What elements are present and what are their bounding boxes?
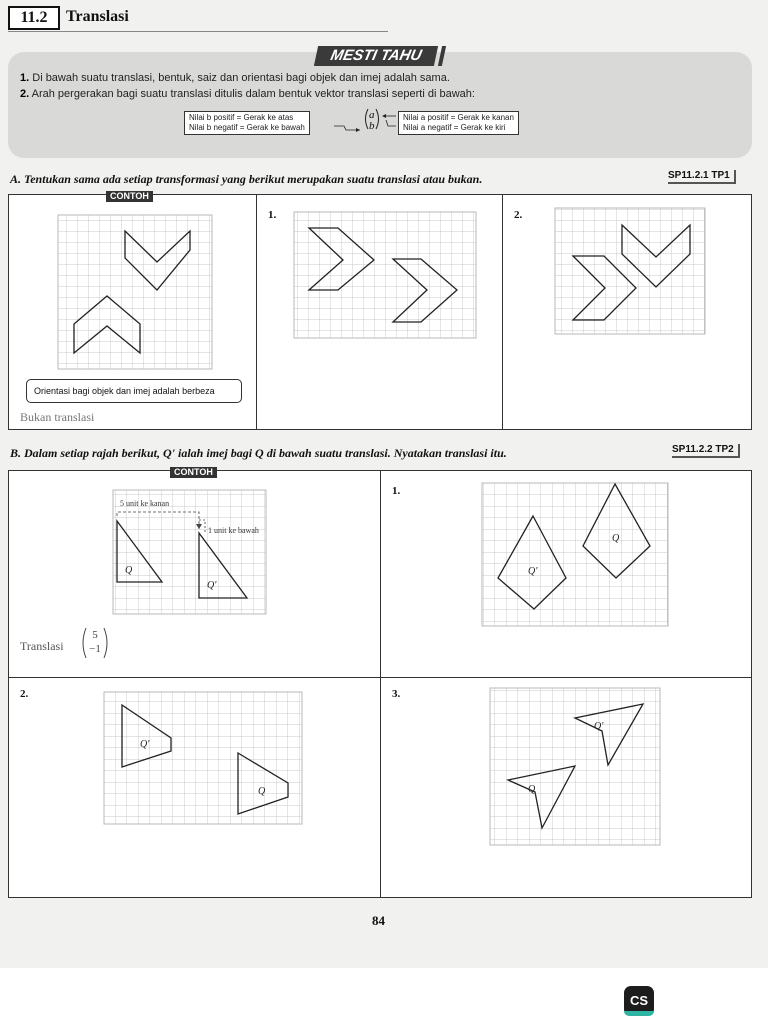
section-b-q3-number: 3. [392,688,401,700]
answer-brackets [80,626,110,660]
example-b-down-annotation: 1 unit ke bawah [208,526,259,535]
section-b-heading: B. Dalam setiap rajah berikut, Q' ialah imej bagi Q di bawah suatu translasi. Nyatakan translasi itu. [10,446,507,460]
example-a-answer: Bukan translasi [20,410,95,424]
b-positive-note: Nilai b positif = Gerak ke atas [189,113,294,122]
answer-vector-top: 5 [92,629,98,641]
info-point-1-text: Di bawah suatu translasi, bentuk, saiz dan orientasi bagi objek dan imej adalah sama. [32,72,450,84]
section-a-code: SP11.2.1 TP1 [668,170,736,184]
q2-b-q-label: Q [258,786,266,797]
q2-b-q-prime-label: Q' [140,739,150,750]
info-point-2-number: 2. [20,88,30,100]
q1-b-q-label: Q [612,533,620,544]
page-number: 84 [372,913,385,928]
section-a-q2-number: 2. [514,209,523,221]
vector-bottom: b [369,120,375,132]
section-title: Translasi [66,8,129,25]
info-point-2-text: Arah pergerakan bagi suatu translasi ditulis dalam bentuk vektor translasi seperti di bawah: [31,88,475,100]
example-b-q-label: Q [125,565,133,576]
camscanner-logo-accent [624,1011,654,1016]
section-b-example-tag: CONTOH [170,467,217,478]
q1-b-q-prime-label: Q' [528,566,538,577]
answer-vector-bottom: −1 [89,643,101,655]
q3-b-q-prime-label: Q' [594,721,604,732]
b-negative-note: Nilai b negatif = Gerak ke bawah [189,123,305,132]
section-b-q1-number: 1. [392,485,401,497]
example-b-right-annotation: 5 unit ke kanan [120,499,170,508]
example-b-q-prime-label: Q' [207,580,217,591]
example-a-note: Orientasi bagi objek dan imej adalah berbeza [26,379,242,403]
vector-top: a [369,109,375,121]
q3-b-q-label: Q [528,784,536,795]
a-negative-note: Nilai a negatif = Gerak ke kiri [403,123,506,132]
q2-b-grid [104,692,302,824]
example-b-answer-vector [80,628,110,656]
example-b-answer-label: Translasi [20,639,64,653]
info-point-1-number: 1. [20,72,30,84]
mesti-tahu-tag: MESTI TAHU [314,46,438,66]
section-b-code: SP11.2.2 TP2 [672,444,740,458]
a-positive-note: Nilai a positif = Gerak ke kanan [403,113,514,122]
section-a-heading: A. Tentukan sama ada setiap transformasi yang berikut merupakan suatu translasi atau bukan. [10,172,483,186]
section-b-q2-number: 2. [20,688,29,700]
camscanner-logo: CS [624,986,654,1016]
section-number: 11.2 [8,6,60,30]
section-a-q1-number: 1. [268,209,277,221]
section-a-example-tag: CONTOH [106,191,153,202]
example-b-grid [113,490,266,614]
